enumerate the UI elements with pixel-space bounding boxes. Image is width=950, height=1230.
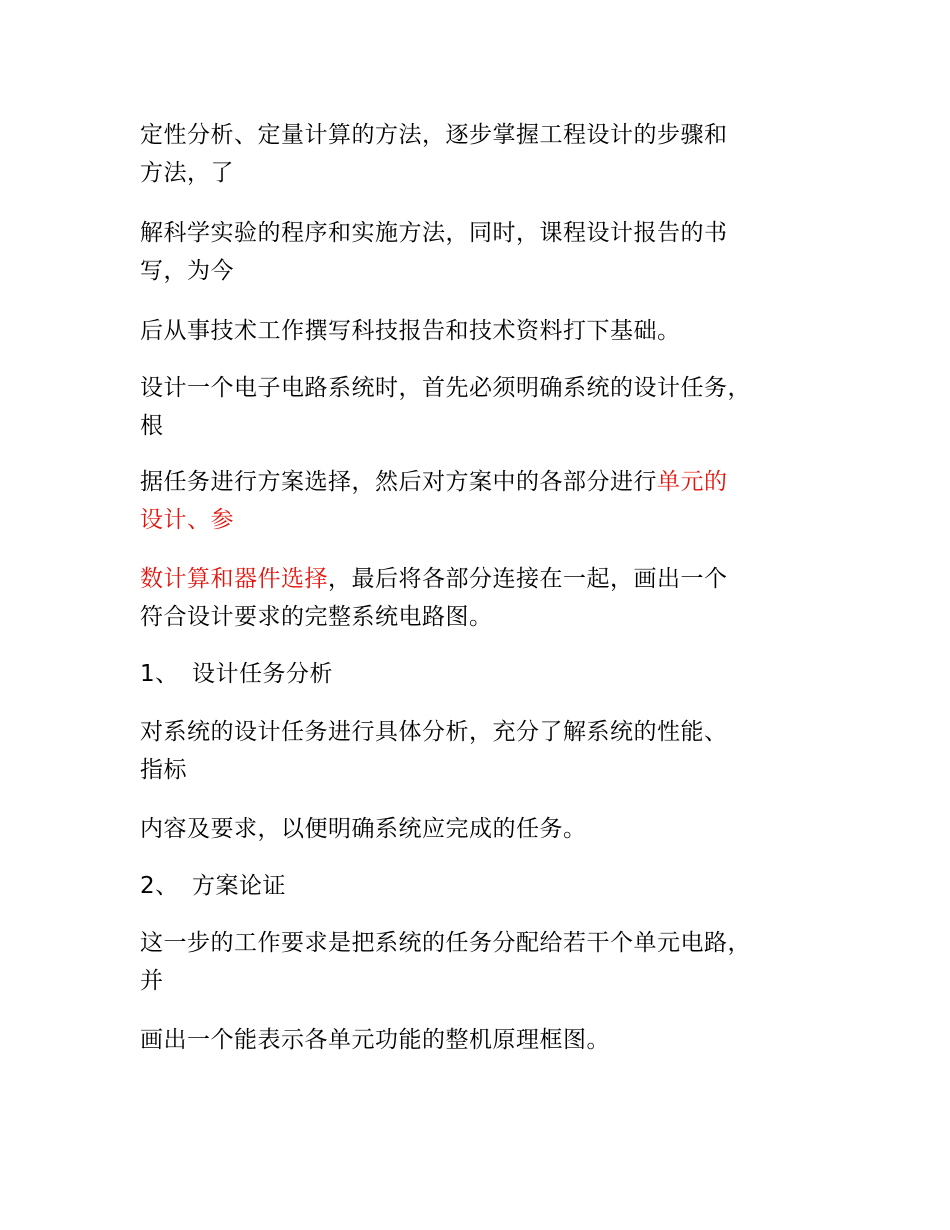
paragraph-line: 设计一个电子电路系统时，首先必须明确系统的设计任务，: [140, 375, 751, 401]
paragraph-line: 对系统的设计任务进行具体分析，充分了解系统的性能、: [140, 719, 728, 745]
section-heading-1: [140, 655, 820, 693]
paragraph-line: 解科学实验的程序和实施方法，同时，课程设计报告的书: [140, 220, 728, 246]
highlighted-text: 数计算和器件选择: [140, 566, 328, 592]
paragraph-6: [140, 560, 820, 636]
paragraph-8: [140, 810, 820, 848]
section-heading-2: [140, 867, 820, 905]
highlighted-text: 设计、参: [140, 507, 234, 533]
paragraph-line: 并: [140, 968, 164, 994]
section-title: 设计任务分析: [192, 661, 333, 687]
highlighted-text: 单元的: [657, 469, 728, 495]
paragraph-3: [140, 312, 820, 350]
section-number: 1、: [140, 661, 179, 687]
paragraph-1: [140, 116, 820, 192]
paragraph-7: [140, 713, 820, 789]
paragraph-line: 根: [140, 413, 164, 439]
paragraph-line: 画出一个能表示各单元功能的整机原理框图。: [140, 1027, 610, 1053]
paragraph-line: 这一步的工作要求是把系统的任务分配给若干个单元电路，: [140, 930, 751, 956]
paragraph-line: 方法，了: [140, 160, 234, 186]
paragraph-5: [140, 463, 820, 539]
paragraph-line: 写，为今: [140, 258, 234, 284]
paragraph-line: 符合设计要求的完整系统电路图。: [140, 604, 493, 630]
paragraph-10: [140, 1021, 820, 1059]
paragraph-text: ，最后将各部分连接在一起，画出一个: [328, 566, 728, 592]
paragraph-9: [140, 924, 820, 1000]
paragraph-text: 据任务进行方案选择，然后对方案中的各部分进行: [140, 469, 657, 495]
paragraph-line: 定性分析、定量计算的方法，逐步掌握工程设计的步骤和: [140, 122, 728, 148]
paragraph-line: 后从事技术工作撰写科技报告和技术资料打下基础。: [140, 318, 681, 344]
paragraph-4: [140, 369, 820, 445]
paragraph-line: 指标: [140, 757, 187, 783]
paragraph-2: [140, 214, 820, 290]
paragraph-line: 内容及要求，以便明确系统应完成的任务。: [140, 816, 587, 842]
section-number: 2、: [140, 873, 179, 899]
section-title: 方案论证: [192, 873, 286, 899]
